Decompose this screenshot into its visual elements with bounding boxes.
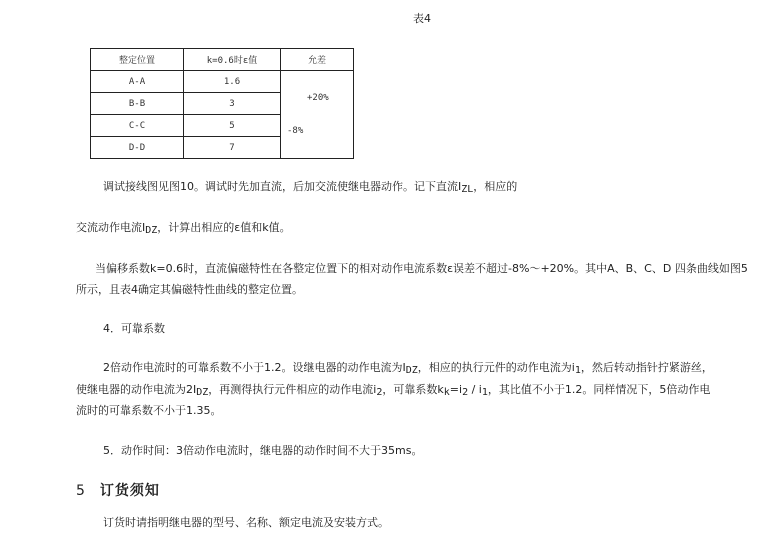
paragraph-reliability-line2: 使继电器的动作电流为$2I_{DZ}$，再测得执行元件相应的动作电流$i_2$，可靠系数$k_k=i_2 / i_1$，其比值不小于1.2。同样情况下，5倍动作电	[76, 383, 711, 398]
cell-value: 3	[184, 93, 281, 115]
paragraph-offset-line2: 所示，且表4确定其偏磁特性曲线的整定位置。	[76, 283, 303, 296]
cell-value: 1.6	[184, 71, 281, 93]
header-tolerance: 允差	[281, 49, 354, 71]
section-title: 订货须知	[99, 483, 160, 499]
cell-value: 7	[184, 137, 281, 159]
header-position: 整定位置	[91, 49, 184, 71]
cell-position: D-D	[91, 137, 184, 159]
spec-table	[90, 48, 354, 159]
paragraph-offset-line1: 当偏移系数k=0.6时，直流偏磁特性在各整定位置下的相对动作电流系数ε误差不超过-8%～+20%。其中A、B、C、D 四条曲线如图5	[95, 262, 748, 275]
subheading-reliability: 4．可靠系数	[103, 322, 165, 335]
tolerance-minus: -8%	[287, 126, 304, 136]
cell-position: B-B	[91, 93, 184, 115]
paragraph-ac-current: 交流动作电流$I_{DZ}$，计算出相应的ε值和k值。	[76, 221, 291, 236]
table-header-row	[91, 49, 354, 71]
cell-value: 5	[184, 115, 281, 137]
table-row	[91, 71, 354, 93]
cell-position: A-A	[91, 71, 184, 93]
paragraph-ordering: 订货时请指明继电器的型号、名称、额定电流及安装方式。	[103, 516, 389, 529]
paragraph-reliability-line1: 2倍动作电流时的可靠系数不小于1.2。设继电器的动作电流为$I_{DZ}$，相应的执行元件的动作电流为$i_1$，然后转动指针拧紧游丝，	[103, 361, 713, 376]
section-number: 5	[76, 483, 86, 499]
header-value: k=0.6时ε值	[184, 49, 281, 71]
paragraph-wiring: 调试接线图见图10。调试时先加直流，后加交流使继电器动作。记下直流$I_{ZL}$，相应的	[103, 180, 518, 195]
tolerance-plus: +20%	[307, 93, 329, 103]
tolerance-cell	[281, 71, 354, 159]
table-caption: 表4	[413, 12, 431, 25]
paragraph-action-time: 5．动作时间：3倍动作电流时，继电器的动作时间不大于35ms。	[103, 444, 423, 457]
section-heading-ordering	[76, 480, 160, 500]
paragraph-reliability-line3: 流时的可靠系数不小于1.35。	[76, 404, 222, 417]
cell-position: C-C	[91, 115, 184, 137]
